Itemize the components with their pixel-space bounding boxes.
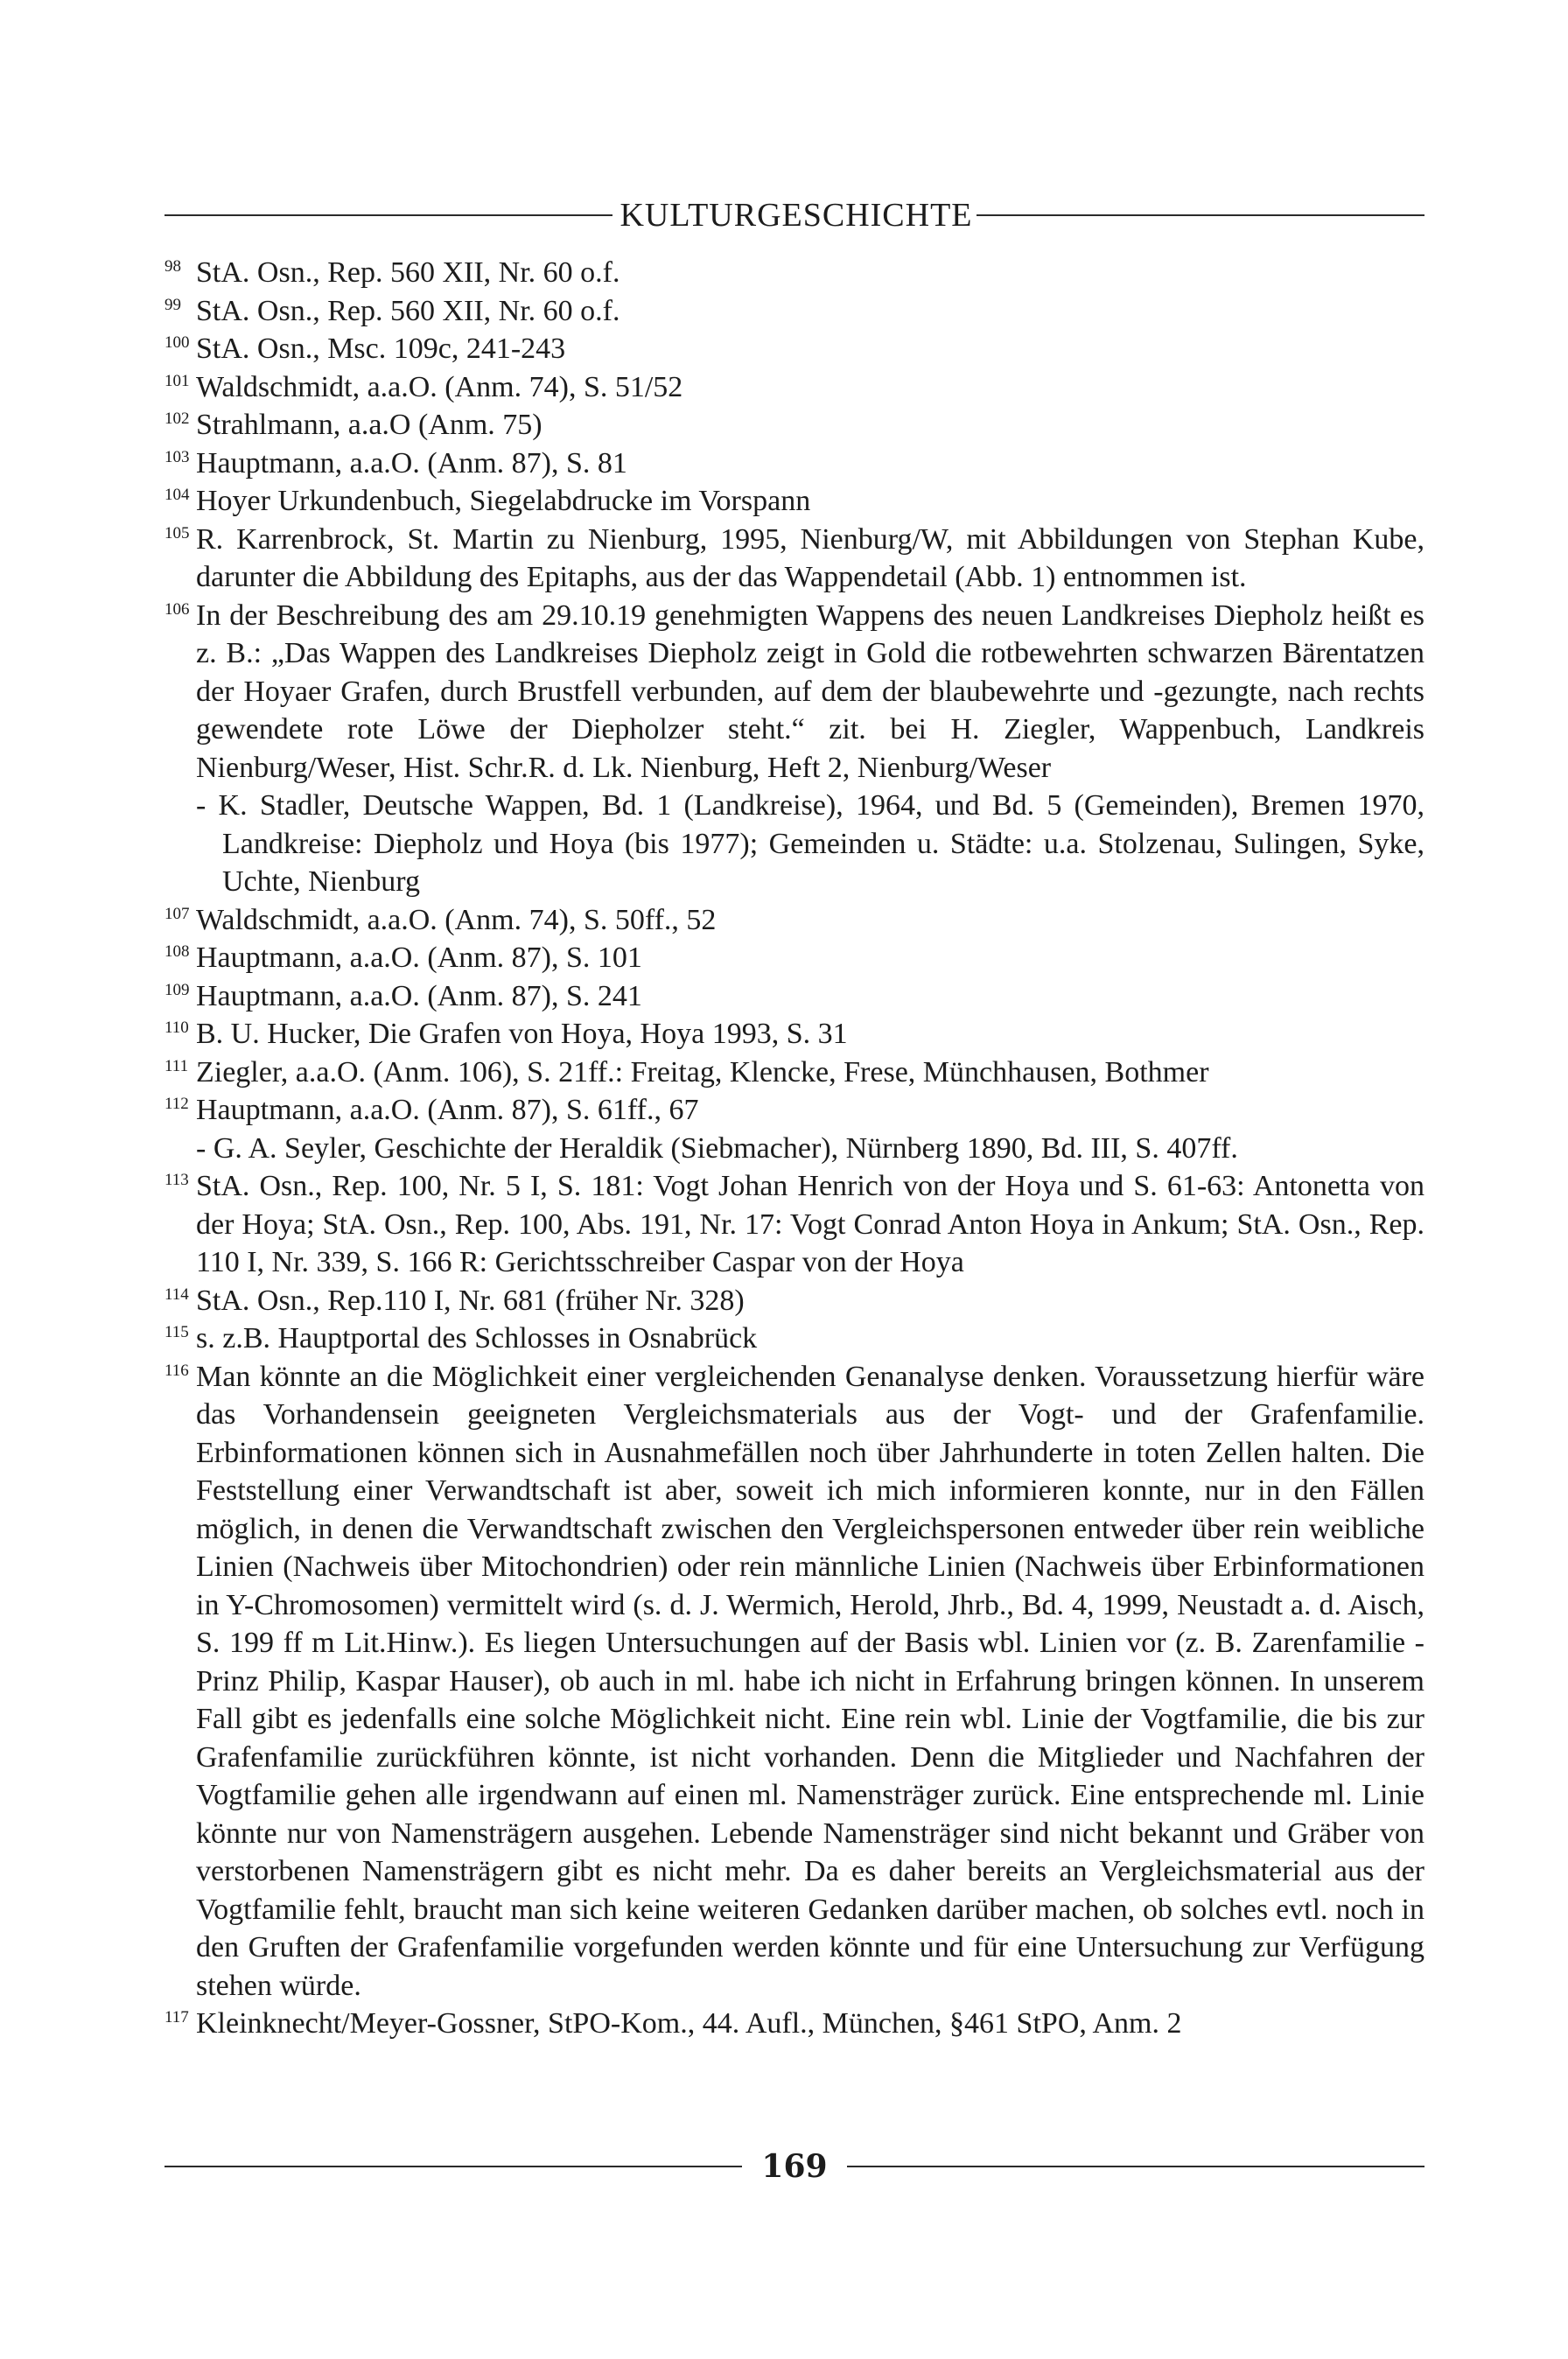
- footnote-text: Ziegler, a.a.O. (Anm. 106), S. 21ff.: Freitag, Klencke, Frese, Münchhausen, Bothmer: [196, 1055, 1209, 1088]
- footnote-number: 101: [164, 371, 190, 390]
- footnote-number: 117: [164, 2008, 189, 2026]
- footnote-number: 114: [164, 1284, 189, 1304]
- footnote-subtext: - G. A. Seyler, Geschichte der Heraldik (Siebmacher), Nürnberg 1890, Bd. III, S. 407ff.: [196, 1131, 1238, 1165]
- footnote-number: 111: [164, 1056, 189, 1075]
- footnote-114: [164, 1282, 1424, 1320]
- footnote-101: [164, 368, 1424, 407]
- footnote-text: Strahlmann, a.a.O (Anm. 75): [196, 409, 542, 441]
- footnote-text: Hoyer Urkundenbuch, Siegelabdrucke im Vorspann: [196, 485, 811, 517]
- footnote-text: StA. Osn., Rep.110 I, Nr. 681 (früher Nr. 328): [196, 1284, 745, 1317]
- footnote-113: [164, 1167, 1424, 1282]
- footnote-100: [164, 330, 1424, 368]
- footer-rule-left: [164, 2166, 742, 2167]
- footnote-108: [164, 939, 1424, 977]
- footnote-98: [164, 254, 1424, 292]
- footnote-116: [164, 1358, 1424, 2006]
- footnote-number: 116: [164, 1361, 189, 1380]
- footnote-text: StA. Osn., Rep. 560 XII, Nr. 60 o.f.: [196, 294, 620, 327]
- running-header: [164, 191, 1424, 240]
- footnote-112-addendum: [164, 1130, 1424, 1168]
- footnote-105: [164, 521, 1424, 597]
- footer-rule-right: [847, 2166, 1424, 2167]
- footnote-109: [164, 977, 1424, 1016]
- footnote-number: 98: [164, 257, 181, 276]
- footnote-number: 115: [164, 1323, 189, 1341]
- footnote-text: StA. Osn., Rep. 560 XII, Nr. 60 o.f.: [196, 256, 620, 289]
- footnote-number: 104: [164, 486, 190, 504]
- footnote-text: Hauptmann, a.a.O. (Anm. 87), S. 101: [196, 942, 642, 974]
- footnote-102: [164, 406, 1424, 444]
- footnote-number: 106: [164, 599, 190, 619]
- page-footer: [164, 2140, 1424, 2193]
- footnote-text: R. Karrenbrock, St. Martin zu Nienburg, 1995, Nienburg/W, mit Abbildungen von Stephan Kube, darunter die Abbildung des Epitaphs, aus der das Wappendetail (Abb. 1) entnommen ist.: [196, 522, 1424, 593]
- footnote-text: Man könnte an die Möglichkeit einer vergleichenden Genanalyse denken. Voraussetzung hierfür wäre das Vorhandensein geeigneten Vergleichsmaterials aus der Vogt- und der Grafenfamilie. Erbinformationen können sich in Ausnahmefällen noch über Jahrhunderte in toten Zellen halten. Die Feststellung einer Verwandtschaft ist aber, soweit ich mich informieren konnte, nur in den Fällen möglich, in denen die Verwandtschaft zwischen den Vergleichspersonen entweder über rein weibliche Linien (Nachweis über Mitochondrien) oder rein männliche Linien (Nachweis über Erbinformationen in Y-Chromosomen) vermittelt wird (s. d. J. Wermich, Herold, Jhrb., Bd. 4, 1999, Neustadt a. d. Aisch, S. 199 ff m Lit.Hinw.). Es liegen Untersuchungen auf der Basis wbl. Linien vor (z. B. Zarenfamilie - Prinz Philip, Kaspar Hauser), ob auch in ml. habe ich nicht in Erfahrung bringen können. In unserem Fall gibt es jedenfalls eine solche Möglichkeit nicht. Eine rein wbl. Linie der Vogtfamilie, die bis zur Grafenfamilie zurückführen könnte, ist nicht vorhanden. Denn die Mitglieder und Nachfahren der Vogtfamilie gehen alle irgendwann auf einen ml. Namensträger zurück. Eine entsprechende ml. Linie könnte nur von Namensträgern ausgehen. Lebende Namensträger sind nicht bekannt und Gräber von verstorbenen Namensträgern gibt es nicht mehr. Da es daher bereits an Vergleichsmaterial aus der Vogtfamilie fehlt, braucht man sich keine weiteren Gedanken darüber machen, ob solches evtl. noch in den Gruften der Grafenfamilie vorgefunden werden könnte und für eine Untersuchung zur Verfügung stehen würde.: [196, 1360, 1424, 2002]
- footnote-number: 99: [164, 295, 181, 314]
- footnote-text: Hauptmann, a.a.O. (Anm. 87), S. 241: [196, 979, 642, 1012]
- footnote-number: 113: [164, 1171, 189, 1189]
- header-rule-left: [164, 214, 612, 216]
- footnote-104: [164, 482, 1424, 521]
- footnote-text: Kleinknecht/Meyer-Gossner, StPO-Kom., 44. Aufl., München, §461 StPO, Anm. 2: [196, 2007, 1182, 2040]
- footnote-115: [164, 1320, 1424, 1358]
- footnote-text: B. U. Hucker, Die Grafen von Hoya, Hoya 1993, S. 31: [196, 1018, 848, 1050]
- header-title: KULTURGESCHICHTE: [620, 197, 973, 234]
- page-number: 169: [761, 2148, 828, 2185]
- footnote-number: 100: [164, 333, 190, 352]
- footnote-subtext: - K. Stadler, Deutsche Wappen, Bd. 1 (Landkreise), 1964, und Bd. 5 (Gemeinden), Bremen 1970, Landkreise: Diepholz und Hoya (bis 1977); Gemeinden u. Städte: u.a. Stolzenau, Sulingen, Syke, Uchte, Nienburg: [196, 789, 1424, 898]
- footnote-103: [164, 444, 1424, 483]
- footnote-107: [164, 901, 1424, 940]
- footnote-110: [164, 1015, 1424, 1054]
- footnote-number: 105: [164, 523, 190, 542]
- footnote-text: Waldschmidt, a.a.O. (Anm. 74), S. 50ff., 52: [196, 903, 717, 936]
- footnote-text: StA. Osn., Rep. 100, Nr. 5 I, S. 181: Vogt Johan Henrich von der Hoya und S. 61-63: Antonetta von der Hoya; StA. Osn., Rep. 100, Abs. 191, Nr. 17: Vogt Conrad Anton Hoya in Ankum; StA. Osn., Rep. 110 I, Nr. 339, S. 166 R: Gerichtsschreiber Caspar von der Hoya: [196, 1170, 1424, 1278]
- footnote-text: Waldschmidt, a.a.O. (Anm. 74), S. 51/52: [196, 370, 683, 403]
- footnote-number: 108: [164, 942, 190, 961]
- footnote-99: [164, 292, 1424, 331]
- footnotes-list: [164, 254, 1424, 2043]
- footnote-106: [164, 597, 1424, 788]
- footnote-111: [164, 1054, 1424, 1092]
- footnote-text: StA. Osn., Msc. 109c, 241-243: [196, 332, 566, 365]
- footnote-117: [164, 2005, 1424, 2043]
- footnote-number: 110: [164, 1018, 189, 1037]
- footnote-number: 102: [164, 410, 190, 428]
- footnote-text: Hauptmann, a.a.O. (Anm. 87), S. 81: [196, 446, 627, 480]
- footnote-106-addendum: [164, 787, 1424, 901]
- footnote-number: 112: [164, 1095, 189, 1113]
- footnote-number: 109: [164, 980, 190, 999]
- footnote-number: 107: [164, 904, 190, 923]
- header-rule-right: [976, 214, 1424, 216]
- footnote-text: In der Beschreibung des am 29.10.19 genehmigten Wappens des neuen Landkreises Diepholz heißt es z. B.: „Das Wappen des Landkreises Diepholz zeigt in Gold die rotbewehrten schwarzen Bärentatzen der Hoyaer Grafen, durch Brustfell verbunden, auf dem der blaubewehrte und -gezungte, nach rechts gewendete rote Löwe der Diepholzer steht.“ zit. bei H. Ziegler, Wappenbuch, Landkreis Nienburg/Weser, Hist. Schr.R. d. Lk. Nienburg, Heft 2, Nienburg/Weser: [196, 598, 1424, 784]
- footnote-text: Hauptmann, a.a.O. (Anm. 87), S. 61ff., 67: [196, 1094, 699, 1126]
- footnote-text: s. z.B. Hauptportal des Schlosses in Osnabrück: [196, 1322, 758, 1354]
- footnote-number: 103: [164, 447, 190, 466]
- footnote-112: [164, 1091, 1424, 1130]
